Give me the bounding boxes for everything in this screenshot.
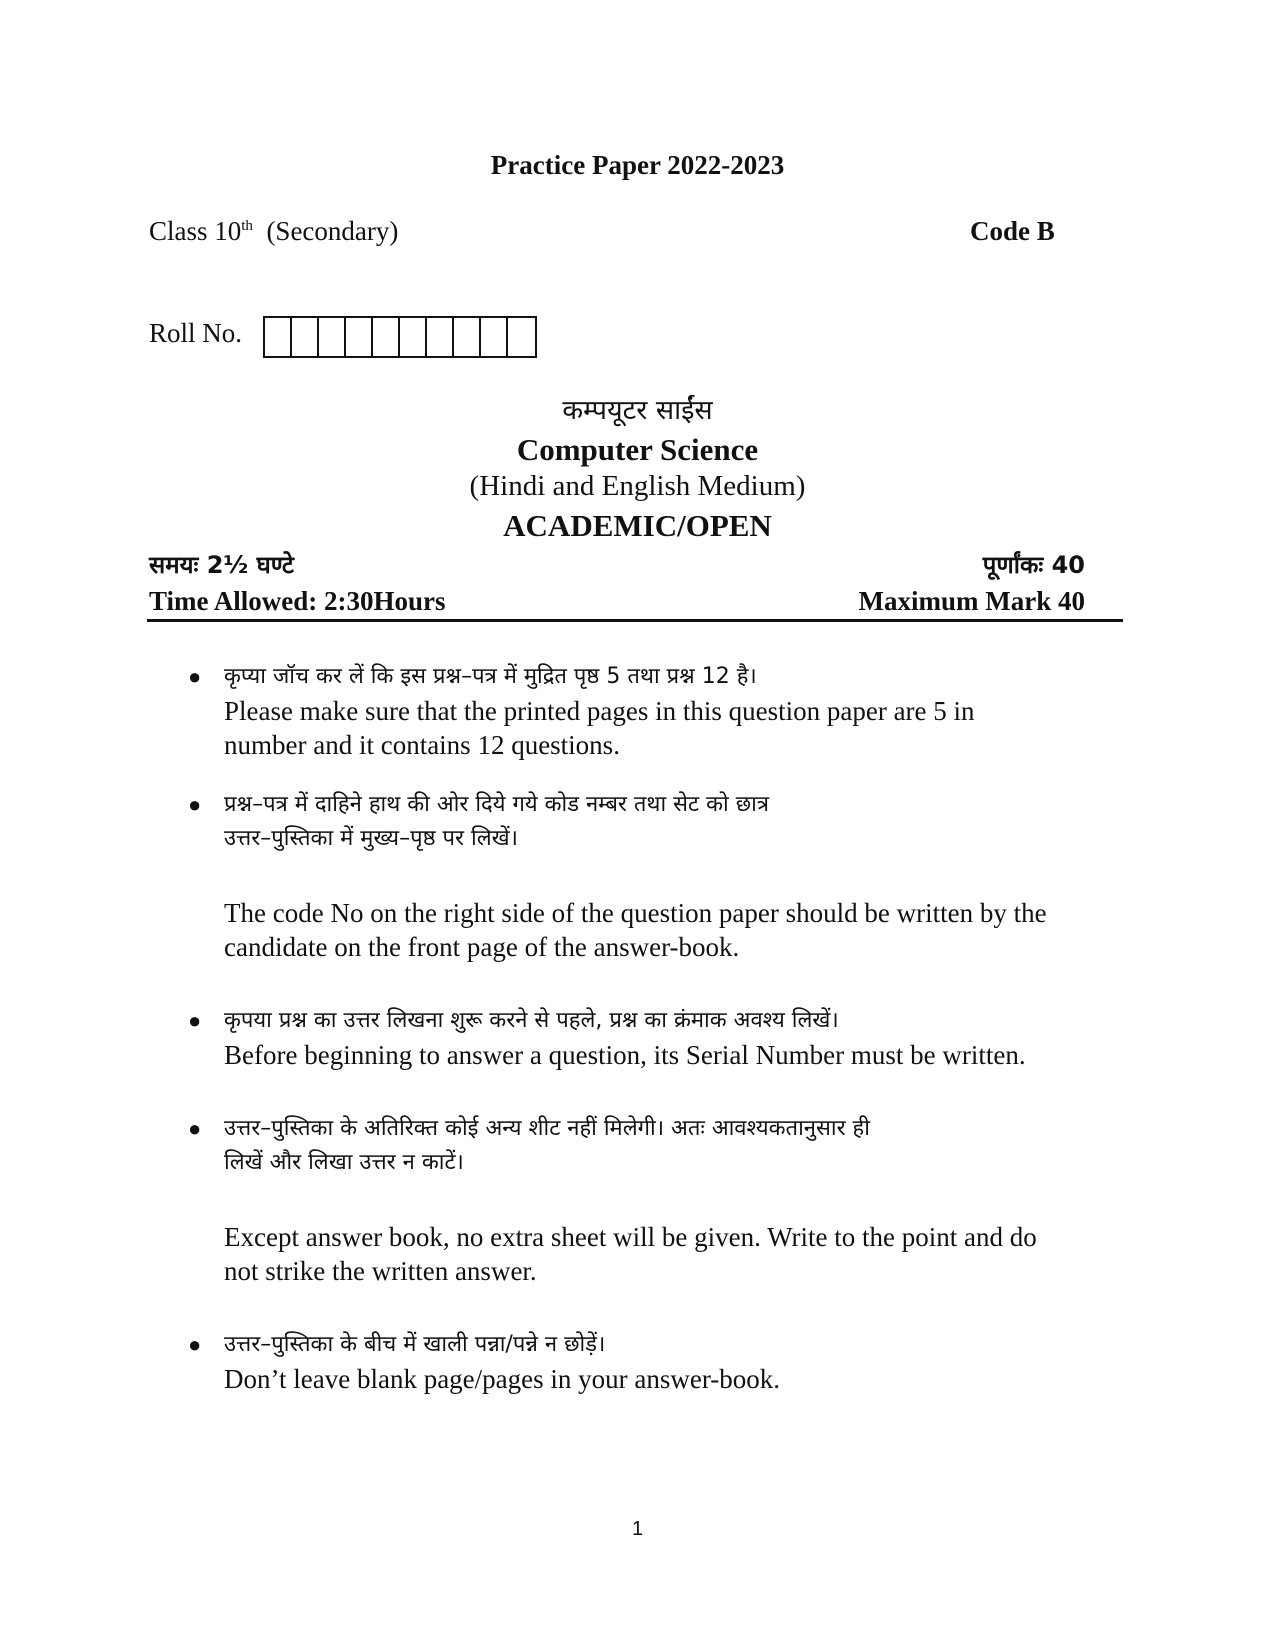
- instruction-hindi-line: उत्तर–पुस्तिका में मुख्य–पृष्ठ पर लिखें।: [224, 826, 518, 851]
- instruction-hindi-line: लिखें और लिखा उत्तर न काटें।: [224, 1150, 464, 1175]
- instruction-english-line: The code No on the right side of the question paper should be written by the: [224, 898, 1047, 928]
- instruction-hindi-line: प्रश्न–पत्र में दाहिने हाथ की ओर दिये गये कोड नम्बर तथा सेट को छात्र: [224, 792, 769, 817]
- instruction-text: [224, 1004, 1124, 1072]
- roll-digit-box: [373, 318, 400, 356]
- paper-code: Code B: [970, 216, 1055, 246]
- stream-label: ACADEMIC/OPEN: [503, 508, 772, 543]
- class-ordinal: th: [241, 218, 253, 234]
- roll-digit-box: [346, 318, 373, 356]
- class-number: Class 10: [149, 216, 242, 246]
- instruction-english-line: number and it contains 12 questions.: [224, 730, 620, 760]
- roll-digit-box: [427, 318, 454, 356]
- instruction-english-line: Don’t leave blank page/pages in your answer-book.: [224, 1364, 781, 1394]
- medium-label: (Hindi and English Medium): [469, 470, 806, 502]
- instruction-english-line: candidate on the front page of the answer-book.: [224, 932, 740, 962]
- class-label: [149, 216, 398, 247]
- instruction-text: [224, 788, 1124, 964]
- instruction-english-line: Before beginning to answer a question, its Serial Number must be written.: [224, 1040, 1026, 1070]
- bullet-icon: ●: [188, 1332, 202, 1357]
- roll-number-label: Roll No.: [149, 318, 243, 348]
- header-divider: [147, 619, 1123, 622]
- roll-digit-box: [481, 318, 508, 356]
- roll-digit-box: [319, 318, 346, 356]
- instruction-english-line: Except answer book, no extra sheet will be given. Write to the point and do: [224, 1222, 1037, 1252]
- page-number: 1: [631, 1518, 644, 1540]
- roll-digit-box: [400, 318, 427, 356]
- roll-number-boxes: [263, 316, 537, 358]
- maximum-marks-hindi: पूर्णांकः 40: [982, 551, 1085, 579]
- class-stream: (Secondary): [266, 216, 399, 246]
- instruction-hindi-line: उत्तर–पुस्तिका के बीच में खाली पन्ना/पन्ने न छोड़ें।: [224, 1332, 606, 1357]
- bullet-icon: ●: [188, 1008, 202, 1033]
- bullet-icon: ●: [188, 1116, 202, 1141]
- roll-digit-box: [508, 318, 535, 356]
- instruction-text: [224, 660, 1124, 762]
- time-allowed: Time Allowed: 2:30Hours: [149, 586, 446, 616]
- instruction-text: [224, 1328, 1124, 1396]
- instruction-text: [224, 1112, 1124, 1288]
- subject-title-hindi: कम्पयूटर साईंस: [562, 395, 713, 426]
- bullet-icon: ●: [188, 792, 202, 817]
- maximum-marks: Maximum Mark 40: [858, 586, 1085, 616]
- instruction-hindi-line: उत्तर–पुस्तिका के अतिरिक्त कोई अन्य शीट नहीं मिलेगी। अतः आवश्यकतानुसार ही: [224, 1116, 870, 1141]
- instruction-english-line: Please make sure that the printed pages in this question paper are 5 in: [224, 696, 975, 726]
- bullet-icon: ●: [188, 664, 202, 689]
- instruction-hindi-line: कृप्या जॉच कर लें कि इस प्रश्न–पत्र में मुद्रित पृष्ठ 5 तथा प्रश्न 12 है।: [224, 664, 757, 689]
- instruction-english-line: not strike the written answer.: [224, 1256, 537, 1286]
- instruction-hindi-line: कृपया प्रश्न का उत्तर लिखना शुरू करने से पहले, प्रश्न का क्रंमाक अवश्य लिखें।: [224, 1008, 839, 1033]
- time-allowed-hindi: समयः 2½ घण्टे: [149, 551, 295, 579]
- subject-title: Computer Science: [516, 432, 759, 467]
- roll-digit-box: [454, 318, 481, 356]
- roll-digit-box: [292, 318, 319, 356]
- paper-title: Practice Paper 2022-2023: [490, 150, 785, 180]
- roll-digit-box: [265, 318, 292, 356]
